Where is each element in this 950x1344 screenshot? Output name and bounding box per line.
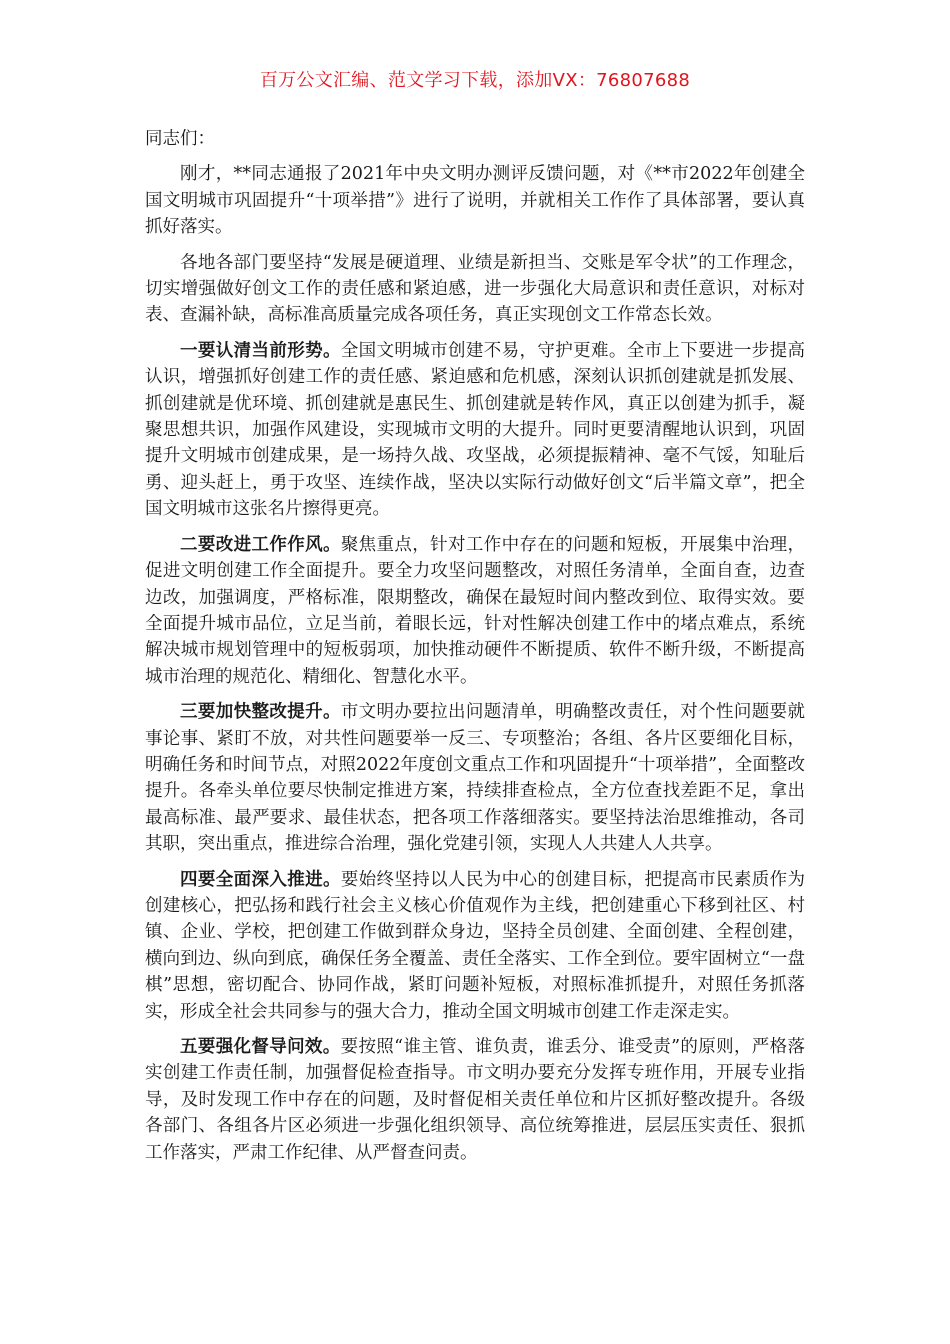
paragraph-text: 要始终坚持以人民为中心的创建目标，把提高市民素质作为创建核心，把弘扬和践行社会主义核心价值观作为主线，把创建重心下移到社区、村镇、企业、学校，把创建工作做到群众身边，坚持全员创建、全面创建、全程创建，横向到边、纵向到底，确保任务全覆盖、责任全落实、工作全到位。要牢固树立“一盘棋”思想，密切配合、协同作战，紧盯问题补短板，对照标准抓提升，对照任务抓落实，形成全社会共同参与的强大合力，推动全国文明城市创建工作走深走实。 [145, 869, 806, 1022]
document-body [145, 126, 805, 1175]
paragraph-5 [145, 699, 805, 857]
section-lead: 四要全面深入推进。 [180, 869, 341, 890]
paragraph-2 [145, 250, 805, 329]
paragraph-text: 聚焦重点，针对工作中存在的问题和短板，开展集中治理，促进文明创建工作全面提升。要全力攻坚问题整改，对照任务清单，全面自查，边查边改，加强调度，严格标准，限期整改，确保在最短时间内整改到位、取得实效。要全面提升城市品位，立足当前，着眼长远，针对性解决创建工作中的堵点难点，系统解决城市规划管理中的短板弱项，加快推动硬件不断提质、软件不断升级，不断提高城市治理的规范化、精细化、智慧化水平。 [145, 534, 806, 687]
paragraph-text: 市文明办要拉出问题清单，明确整改责任，对个性问题要就事论事、紧盯不放，对共性问题要举一反三、专项整治；各组、各片区要细化目标，明确任务和时间节点，对照2022年度创文重点工作和巩固提升“十项举措”，全面整改提升。各牵头单位要尽快制定推进方案，持续排查检点，全方位查找差距不足，拿出最高标准、最严要求、最佳状态，把各项工作落细落实。要坚持法治思维推动，各司其职，突出重点，推进综合治理，强化党建引领，实现人人共建人人共享。 [145, 702, 806, 855]
section-lead: 三要加快整改提升。 [180, 702, 341, 723]
paragraph-1 [145, 161, 805, 240]
header-banner: 百万公文汇编、范文学习下载，添加VX：76807688 [259, 70, 691, 91]
paragraph-text: 刚才，**同志通报了2021年中央文明办测评反馈问题，对《**市2022年创建全国文明城市巩固提升“十项举措”》进行了说明，并就相关工作作了具体部署，要认真抓好落实。 [145, 164, 805, 238]
paragraph-4 [145, 532, 805, 690]
paragraph-text: 各地各部门要坚持“发展是硬道理、业绩是新担当、交账是军令状”的工作理念，切实增强做好创文工作的责任感和紧迫感，进一步强化大局意识和责任意识，对标对表、查漏补缺，高标准高质量完成各项任务，真正实现创文工作常态长效。 [145, 252, 805, 326]
paragraph-text: 全国文明城市创建不易，守护更难。全市上下要进一步提高认识，增强抓好创建工作的责任感、紧迫感和危机感，深刻认识抓创建就是抓发展、抓创建就是优环境、抓创建就是惠民生、抓创建就是转作风，真正以创建为抓手，凝聚思想共识，加强作风建设，实现城市文明的大提升。同时更要清醒地认识到，巩固提升文明城市创建成果，是一场持久战、攻坚战，必须提振精神、毫不气馁，知耻后勇、迎头赶上，勇于攻坚、连续作战，坚决以实际行动做好创文“后半篇文章”，把全国文明城市这张名片擦得更亮。 [145, 340, 806, 520]
paragraph-text: 要按照“谁主管、谁负责，谁丢分、谁受责”的原则，严格落实创建工作责任制，加强督促检查指导。市文明办要充分发挥专班作用，开展专业指导，及时发现工作中存在的问题，及时督促相关责任单位和片区抓好整改提升。各级各部门、各组各片区必须进一步强化组织领导、高位统筹推进，层层压实责任、狠抓工作落实，严肃工作纪律、从严督查问责。 [145, 1037, 805, 1163]
section-lead: 二要改进工作作风。 [180, 534, 341, 555]
paragraph-6 [145, 867, 805, 1025]
paragraph-3 [145, 338, 805, 523]
paragraph-7 [145, 1034, 805, 1166]
section-lead: 五要强化督导问效。 [180, 1037, 341, 1057]
section-lead: 一要认清当前形势。 [180, 340, 341, 361]
salutation: 同志们： [145, 129, 215, 149]
